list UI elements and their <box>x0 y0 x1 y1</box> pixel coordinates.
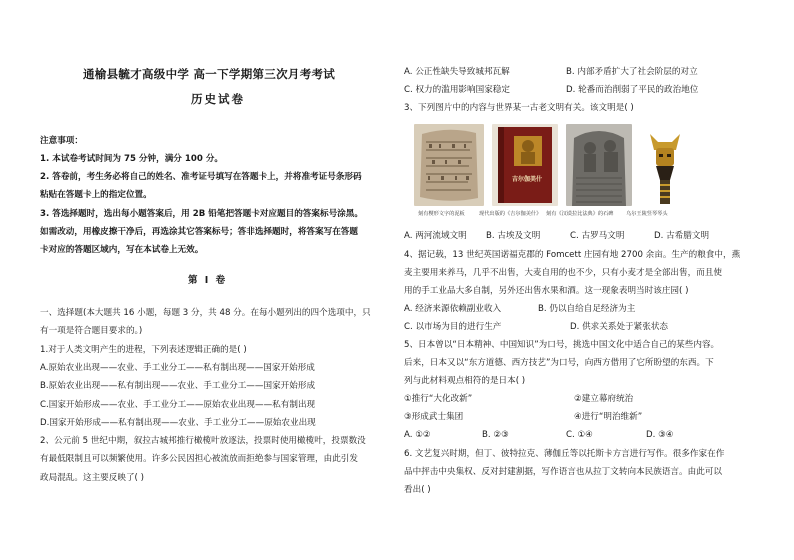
question-2-line: 2、公元前 5 世纪中期，叙拉古城邦推行橄榄叶放逐法，投票时使用橄榄叶，投票数没 <box>40 436 366 446</box>
instruction-line: 有一项是符合题目要求的。) <box>40 326 143 336</box>
question-4-option: C. 以市场为目的进行生产 <box>404 322 502 332</box>
question-4-option: D. 供求关系处于紧张状态 <box>570 322 669 332</box>
question-2-options-row <box>404 66 698 78</box>
question-5-line: 后来，日本又以“东方道德、西方技艺”为口号，向西方借用了它所盼望的东西。下 <box>404 358 714 368</box>
question-1-stem: 1.对于人类文明产生的进程，下列表述逻辑正确的是( ) <box>40 345 247 355</box>
question-3-options-row <box>404 230 709 242</box>
question-1-option: A.原始农业出现——农业、手工业分工——私有制出现——国家开始形成 <box>40 363 315 373</box>
question-2-option: C. 权力的滥用影响国家稳定 <box>404 85 510 95</box>
question-4-option: A. 经济来源依赖副业收入 <box>404 304 502 314</box>
instruction-line: 一、选择题(本大题共 16 小题，每题 3 分，共 48 分。在每小题列出的四个选项中，只 <box>40 308 371 318</box>
harp-head-image <box>640 124 690 206</box>
question-5-option: A. ①② <box>404 430 431 440</box>
exam-subtitle: 历史试卷 <box>191 92 245 106</box>
image-caption: 刻有楔形文字的泥板 <box>418 211 465 217</box>
note-line: 卡对应的答题区域内，写在本试卷上无效。 <box>40 245 204 255</box>
question-6-line: 6. 文艺复兴时期，但丁、彼特拉克、薄伽丘等以托斯卡方言进行写作。很多作家在作 <box>404 449 725 459</box>
question-1-option: D.国家开始形成——私有制出现——农业、手工业分工——原始农业出现 <box>40 418 316 428</box>
question-2-option: D. 轮番而治削弱了平民的政治地位 <box>566 85 699 95</box>
exam-title: 通榆县毓才高级中学 高一下学期第三次月考考试 <box>83 67 336 81</box>
question-4-option: B. 仍以自给自足经济为主 <box>538 304 636 314</box>
question-5-option: C. ①④ <box>566 430 593 440</box>
question-3-option: B. 古埃及文明 <box>486 231 541 241</box>
notes-heading: 注意事项： <box>40 136 83 146</box>
note-line: 1. 本试卷考试时间为 75 分钟，满分 100 分。 <box>40 154 224 164</box>
question-3-option: D. 古希腊文明 <box>654 231 710 241</box>
question-5-line: 5、日本曾以“日本精神、中国知识”为口号，挑选中国文化中适合自己的某些内容。 <box>404 340 720 350</box>
image-caption: 刻有《汉谟拉比法典》的石碑 <box>546 211 614 217</box>
question-6-line: 看出( ) <box>404 485 431 495</box>
question-5-item: ②建立幕府统治 <box>574 394 634 404</box>
question-2-line: 政局混乱。这主要反映了( ) <box>40 473 144 483</box>
question-2-line: 有最低限制且可以频繁使用。许多公民因担心被流放而拒绝参与国家管理，由此引发 <box>40 454 358 464</box>
book-title-label: 吉尔伽美什 <box>511 176 542 183</box>
note-line: 如需改动，用橡皮擦干净后，再选涂其它答案标号；答非选择题时，将答案写在答题 <box>40 227 358 237</box>
question-5-items-row <box>404 411 642 423</box>
question-2-option: A. 公正性缺失导致城邦瓦解 <box>404 67 510 77</box>
question-4-line: 4、据记载，13 世纪英国诺福克郡的 Fomcett 庄园有地 2700 余亩。生产的粮食中，燕 <box>404 250 741 260</box>
question-5-options-row <box>404 429 674 441</box>
question-1-option: C.国家开始形成——农业、手工业分工——原始农业出现——私有制出现 <box>40 400 316 410</box>
question-5-option: B. ②③ <box>482 430 509 440</box>
cuneiform-tablet-image <box>414 124 484 206</box>
question-4-line: 麦主要用来养马，几乎不出售，大麦自用的也不少，只有小麦才是全部出售，而且使 <box>404 268 722 278</box>
question-2-option: B. 内部矛盾扩大了社会阶层的对立 <box>566 67 698 77</box>
hammurabi-stele-image <box>566 124 632 206</box>
question-3-option: A. 两河流域文明 <box>404 231 467 241</box>
image-caption: 乌尔王陵竖琴琴头 <box>626 211 668 217</box>
question-1-option: B.原始农业出现——私有制出现——农业、手工业分工——国家开始形成 <box>40 381 316 391</box>
question-2-options-row <box>404 84 698 96</box>
question-3-stem: 3、下列图片中的内容与世界某一古老文明有关。该文明是( ) <box>404 103 634 113</box>
question-4-options-row <box>404 303 635 315</box>
question-3-images <box>414 124 714 206</box>
question-4-line: 用的手工业品大多自制，另外还出售水果和酒。这一现象表明当时该庄园( ) <box>404 286 689 296</box>
note-line: 2. 答卷前，考生务必将自己的姓名、准考证号填写在答题卡上，并将准考证号条形码 <box>40 172 362 182</box>
question-5-item: ①推行“大化改新” <box>404 394 473 404</box>
question-5-item: ③形成武士集团 <box>404 412 464 422</box>
question-5-line: 列与此材料观点相符的是日本( ) <box>404 376 526 386</box>
image-caption: 现代出版的《吉尔伽美什》 <box>479 211 542 217</box>
question-5-items-row <box>404 393 633 405</box>
note-line: 粘贴在答题卡上的指定位置。 <box>40 190 152 200</box>
question-5-option: D. ③④ <box>646 430 674 440</box>
question-6-line: 品中抨击中央集权、反对封建割据，写作语言也从拉丁文转向本民族语言。由此可以 <box>404 467 722 477</box>
gilgamesh-book-image <box>492 124 558 206</box>
note-line: 3. 答选择题时，选出每小题答案后，用 2B 铅笔把答题卡对应题目的答案标号涂黑。 <box>40 209 363 219</box>
question-5-item: ④进行“明治维新” <box>574 412 643 422</box>
question-3-option: C. 古罗马文明 <box>570 231 625 241</box>
question-4-options-row <box>404 321 668 333</box>
section-label: 第 I 卷 <box>188 275 228 286</box>
